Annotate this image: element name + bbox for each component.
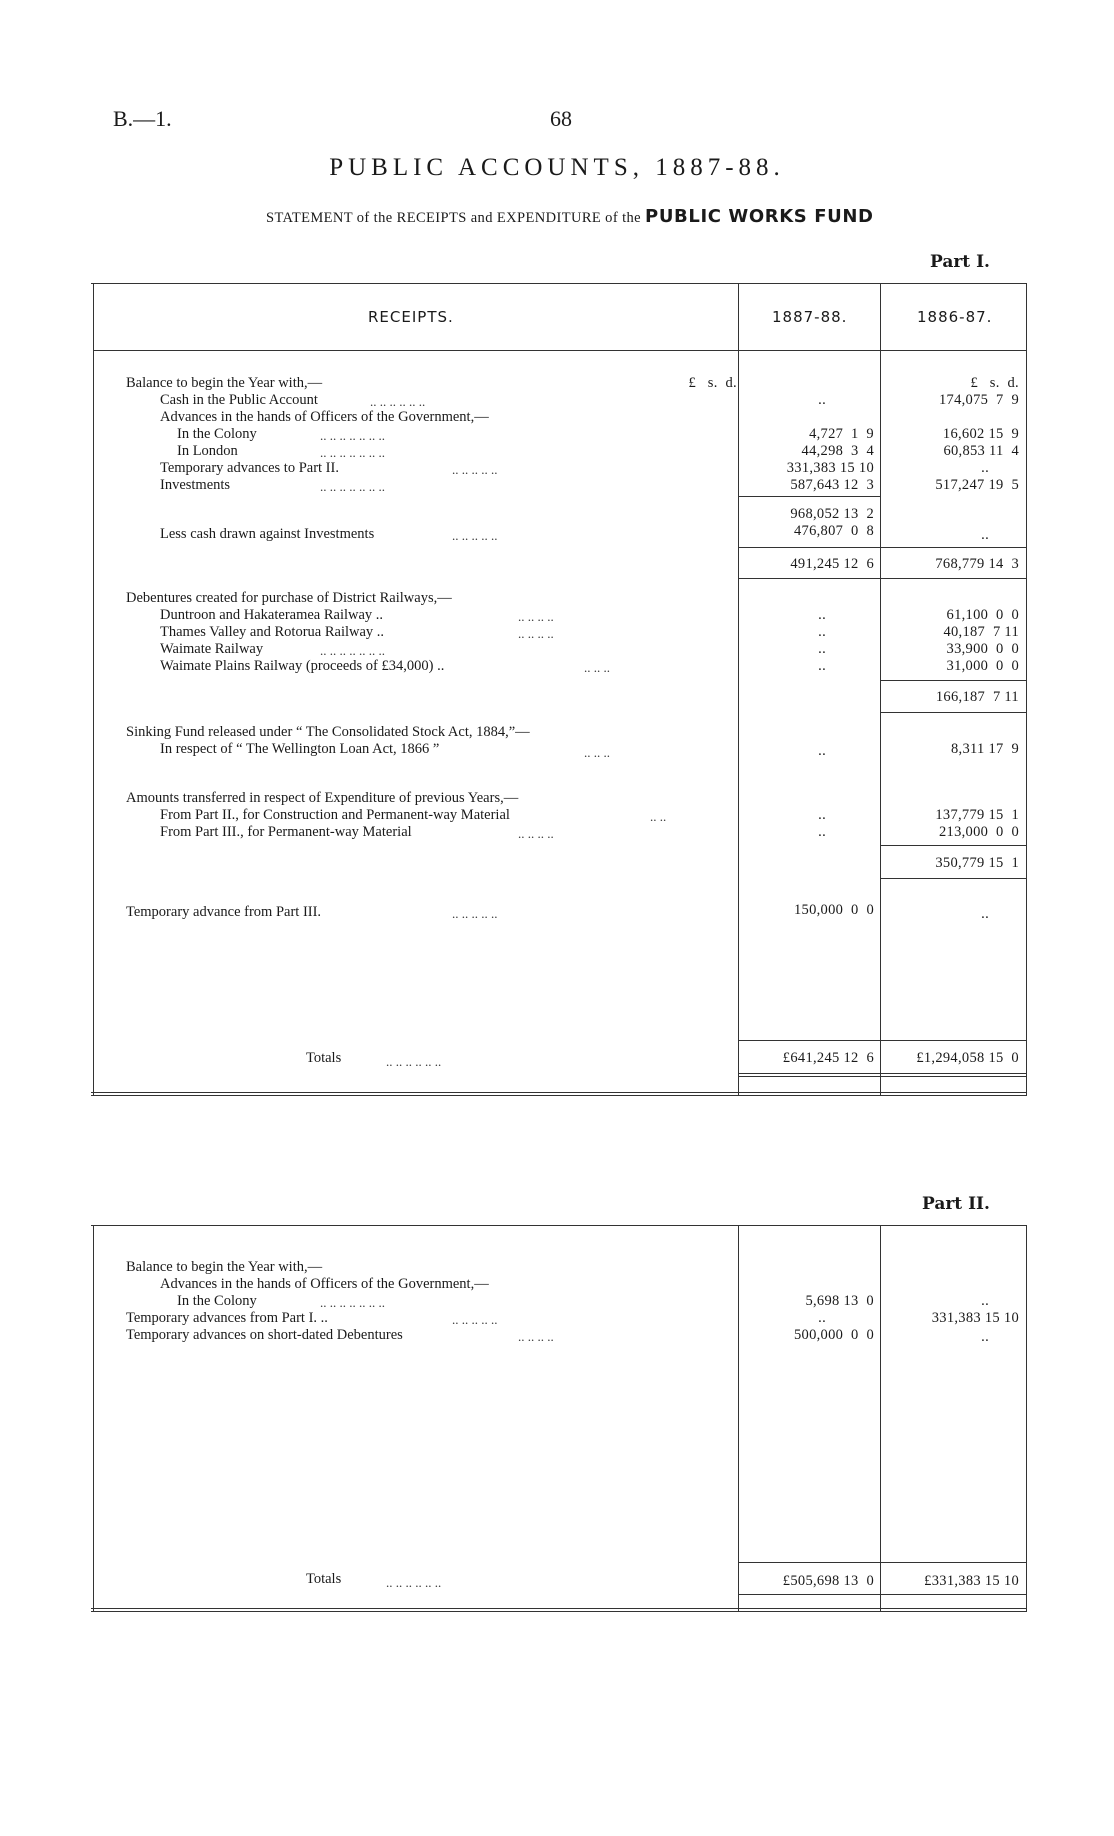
sinking-y2: 8,311 17 9: [950, 741, 1019, 757]
waimate-y1: ..: [818, 641, 826, 657]
temp-advances-y1: 331,383 15 10: [786, 460, 874, 476]
page-title: PUBLIC ACCOUNTS, 1887-88.: [329, 154, 785, 181]
page-number: 68: [550, 106, 572, 131]
part-2-colony-y1: 5,698 13 0: [805, 1293, 874, 1309]
part-2-balance-heading: Balance to begin the Year with,—: [126, 1259, 323, 1275]
in-colony-label: In the Colony: [177, 426, 257, 442]
from-part2-y1: ..: [818, 807, 826, 823]
from-part2-label: From Part II., for Construction and Permanent-way Material: [160, 807, 510, 823]
duntroon-y1: ..: [818, 607, 826, 623]
temp-advances-part1-y1: ..: [818, 1310, 826, 1326]
short-dated-y2: ..: [981, 1329, 989, 1345]
temp-advance-part3-y1: 150,000 0 0: [793, 902, 874, 918]
temp-advances-part2-label: Temporary advances to Part II.: [160, 460, 339, 476]
cash-y1: ..: [818, 392, 826, 408]
part-2-label: Part II.: [922, 1194, 990, 1214]
part-1-label: Part I.: [930, 252, 990, 272]
from-part3-y1: ..: [818, 824, 826, 840]
waimate-plains-y2: 31,000 0 0: [946, 658, 1019, 674]
part-2-totals-label: Totals: [306, 1571, 342, 1587]
year-1886-87-header: 1886-87.: [917, 308, 993, 326]
colony-y1: 4,727 1 9: [809, 426, 874, 442]
net-balance-y2: 768,779 14 3: [935, 556, 1019, 572]
waimate-plains-label: Waimate Plains Railway (proceeds of £34,000) ..: [160, 658, 445, 674]
sinking-y1: ..: [818, 743, 826, 759]
transfers-heading: Amounts transferred in respect of Expenditure of previous Years,—: [126, 790, 519, 806]
less-cash-y2: ..: [981, 527, 989, 543]
from-part3-label: From Part III., for Permanent-way Material: [160, 824, 412, 840]
currency-head-y1: £ s. d.: [688, 375, 737, 391]
debentures-total-y2: 166,187 7 11: [935, 689, 1019, 705]
document-reference: B.—1.: [113, 106, 172, 131]
currency-head-y2: £ s. d.: [970, 375, 1019, 391]
duntroon-label: Duntroon and Hakateramea Railway ..: [160, 607, 384, 623]
cash-y2: 174,075 7 9: [938, 392, 1019, 408]
temp-advances-part1-label: Temporary advances from Part I. ..: [126, 1310, 328, 1326]
thames-y1: ..: [818, 624, 826, 640]
temp-advances-y2: ..: [981, 460, 989, 476]
less-cash-y1: 476,807 0 8: [793, 523, 874, 539]
subtotal-y1: 968,052 13 2: [790, 506, 874, 522]
net-balance-y1: 491,245 12 6: [790, 556, 874, 572]
less-cash-label: Less cash drawn against Investments: [160, 526, 375, 542]
statement-prefix: STATEMENT of the RECEIPTS and EXPENDITURE of the: [266, 210, 642, 226]
short-dated-y1: 500,000 0 0: [793, 1327, 874, 1343]
investments-y1: 587,643 12 3: [790, 477, 874, 493]
part-2-in-colony-label: In the Colony: [177, 1293, 257, 1309]
in-london-label: In London: [177, 443, 238, 459]
debentures-heading: Debentures created for purchase of District Railways,—: [126, 590, 452, 606]
part-2-totals-y2: £331,383 15 10: [924, 1573, 1019, 1589]
duntroon-y2: 61,100 0 0: [946, 607, 1019, 623]
part-2-advances-heading: Advances in the hands of Officers of the Government,—: [160, 1276, 489, 1292]
part-2-colony-y2: ..: [981, 1293, 989, 1309]
wellington-loan-label: In respect of “ The Wellington Loan Act, 1866 ”: [160, 741, 440, 757]
waimate-label: Waimate Railway: [160, 641, 264, 657]
short-dated-debentures-label: Temporary advances on short-dated Debentures: [126, 1327, 403, 1343]
balance-heading: Balance to begin the Year with,—: [126, 375, 323, 391]
part-1-totals-label: Totals: [306, 1050, 342, 1066]
part-1-totals-y2: £1,294,058 15 0: [916, 1050, 1019, 1066]
transfers-total-y2: 350,779 15 1: [935, 855, 1019, 871]
from-part3-y2: 213,000 0 0: [938, 824, 1019, 840]
temp-advance-part3-y2: ..: [981, 906, 989, 922]
fund-name: PUBLIC WORKS FUND: [645, 206, 874, 227]
from-part2-y2: 137,779 15 1: [935, 807, 1019, 823]
london-y2: 60,853 11 4: [943, 443, 1019, 459]
investments-label: Investments: [160, 477, 231, 493]
temp-advances-part1-y2: 331,383 15 10: [931, 1310, 1019, 1326]
receipts-column-header: RECEIPTS.: [368, 308, 454, 326]
advances-heading: Advances in the hands of Officers of the Government,—: [160, 409, 489, 425]
thames-y2: 40,187 7 11: [943, 624, 1019, 640]
london-y1: 44,298 3 4: [801, 443, 874, 459]
colony-y2: 16,602 15 9: [942, 426, 1019, 442]
temp-advance-part3-label: Temporary advance from Part III.: [126, 904, 322, 920]
waimate-y2: 33,900 0 0: [946, 641, 1019, 657]
thames-label: Thames Valley and Rotorua Railway ..: [160, 624, 385, 640]
sinking-fund-heading: Sinking Fund released under “ The Consolidated Stock Act, 1884,”—: [126, 724, 530, 740]
year-1887-88-header: 1887-88.: [772, 308, 848, 326]
part-2-totals-y1: £505,698 13 0: [782, 1573, 874, 1589]
statement-heading: [266, 206, 874, 227]
investments-y2: 517,247 19 5: [935, 477, 1019, 493]
cash-public-account-label: Cash in the Public Account: [160, 392, 318, 408]
waimate-plains-y1: ..: [818, 658, 826, 674]
part-1-totals-y1: £641,245 12 6: [782, 1050, 874, 1066]
